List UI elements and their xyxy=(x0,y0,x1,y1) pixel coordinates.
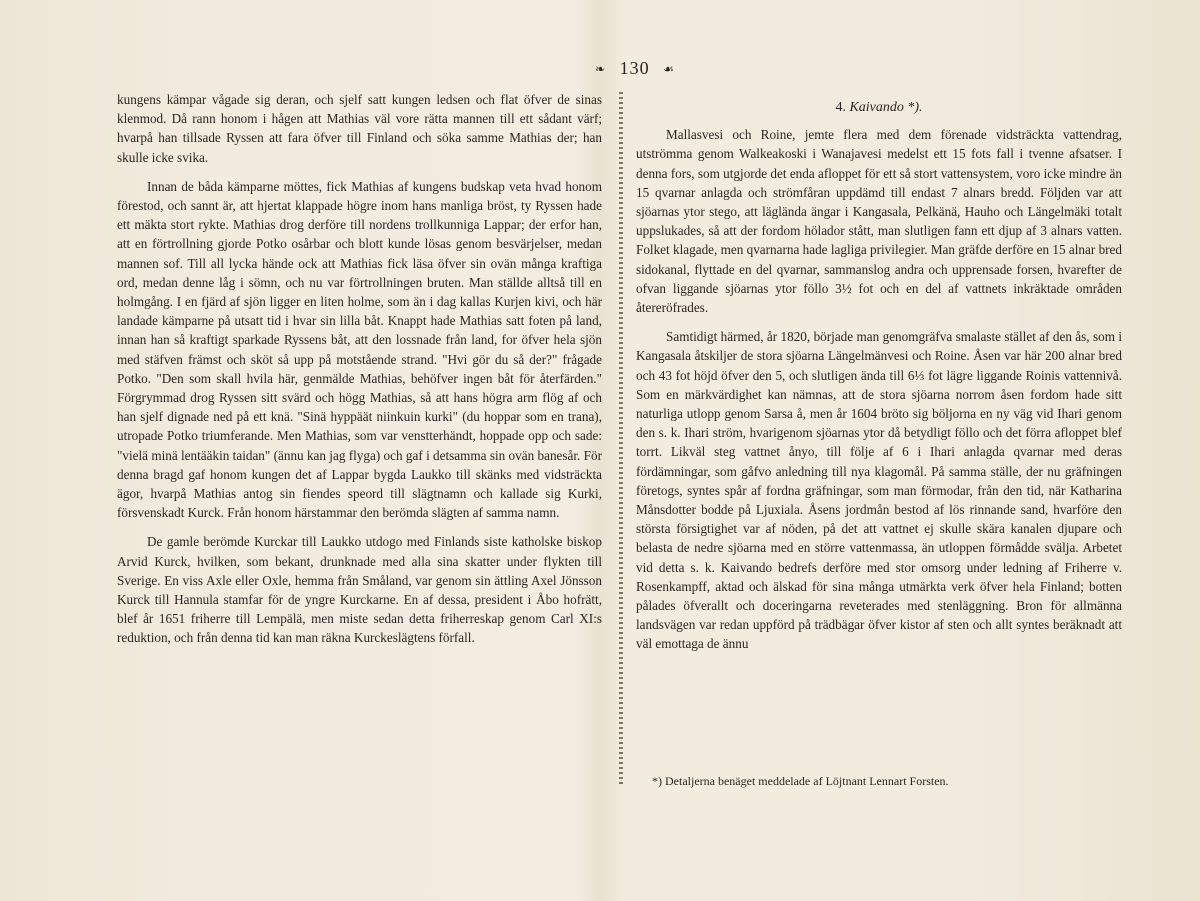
page-number: 130 xyxy=(619,58,650,78)
left-paragraph-2: Innan de båda kämparne möttes, fick Mathias af kungens budskap veta hvad honom förestod, och sannt är, att hjertat klappade högre inom hans manliga bröst, ty Ryssen hade ett mäkta stort rykte. Mathias drog derföre till nordens trollkunniga Lappar; der erfor han, att en förtrollning gjorde Potko osårbar och blott kunde lösas genom besvärjelser, medan mannen sof. Till all lycka hände ock att Mathias fick läsa öfver sin ovän många kraftiga ord, medan denne låg i sömn, och nu var förtrollningen bruten. Man ställde alltså till en holmgång. I en fjärd af sjön ligger en liten holme, som än i dag kallas Kurjen kivi, och här landade kämparne på utsatt tid i hvar sin lilla båt. Knappt hade Mathias satt foten på land, innan han så kraftigt sparkade Ryssens båt, att den lossnade från land, for öfver hela sjön med stäfven främst och sköt så upp på motstående strand. "Hvi gör du så der?" frågade Potko. "Den som skall hvila här, genmälde Mathias, behöfver ingen båt för återfärden." Förgrymmad drog Ryssen sitt svärd och högg Mathias, så att hans högra arm flög af och han sjelf dignade ned på ett knä. "Sinä hyppäät niinkuin kurki" (du hoppar som en trana), utropade Potko triumferande. Men Mathias, som var venstterhändt, hoppade opp och sade: "vielä minä lentääkin taidan" (ännu kan jag flyga) och gaf i detsamma sin ovän banesår. För denna bragd gaf honom kungen det af Lappar bygda Laukko till skänks med vidsträckta ägor, hvarpå Mathias antog sin fiendes speord till slägtnamn och kallade sig Kurki, försvenskadt Kurck. Från honom härstammar den berömda slägten af samma namn. xyxy=(117,178,602,521)
footnote: *) Detaljerna benäget meddelade af Löjtnant Lennart Forsten. xyxy=(652,774,949,788)
right-column xyxy=(636,90,1122,664)
header-ornament-left-icon: ❧ xyxy=(595,62,607,77)
header-ornament-right-icon: ☙ xyxy=(663,62,675,77)
left-paragraph-3: De gamle berömde Kurckar till Laukko utdogo med Finlands siste katholske biskop Arvid Kurck, hvilken, som bekant, drunknade med alla sina skatter under flykten till Sverige. En viss Axle eller Oxle, hemma från Småland, var genom sin ättling Axel Jönsson Kurck till Hannula stamfar för de yngre Kurckarne. En af dessa, president i Åbo hofrätt, blef år 1651 friherre till Lempälä, men miste sedan detta friherreskap genom Carl XI:s reduktion, och från denna tid kan man räkna Kurckeslägtens förfall. xyxy=(117,534,602,646)
right-paragraph-1: Mallasvesi och Roine, jemte flera med dem förenade vidsträckta vattendrag, utströmma genom Walkeakoski i Wanajavesi medelst ett 15 fots fall i tvenne afsatser. I denna fors, som utgjorde det enda afloppet för ett så stort vattensystem, voro icke mindre än 15 qvarnar anlagda och strömfåran uppdämd till endast 7 alnars bredd. Följden var att sjöarnas ytor stego, att läglända ängar i Kangasala, Pelkänä, Hauho och Längelmäki totalt uppslukades, så att der fordom hölador stått, man slutligen fann ett djup af 3 alnars vatten. Folket klagade, men qvarnarna hade lagliga privilegier. Man gräfde derföre en 15 alnar bred sidokanal, flyttade en del qvarnar, sammanslog andra och upprensade forsen, hvarefter de ofvan liggande sjöarnas ytor föllo 3½ fot och en del af vattnets inkräktade områden återeröfrades. xyxy=(636,127,1122,316)
right-paragraph-2: Samtidigt härmed, år 1820, började man genomgräfva smalaste stället af den ås, som i Kangasala åtskiljer de stora sjöarna Längelmänvesi och Roine. Åsen var här 200 alnar bred och 43 fot höjd öfver den 5, och slutligen ända till 6⅓ fot lägre liggande Roinis vattennivå. Som en märkvärdighet kan nämnas, att de stora sjöarna norrom åsen fordom hade sitt naturliga utlopp genom Sarsa å, men år 1604 bröto sig böljorna en ny väg vid Ihari genom den s. k. Ihari ström, hvarigenom sjöarnas ytor då betydligt föllo och det förra afloppet blef torrt. Likväl steg vattnet ånyo, till följe af 6 i Ihari anlagda qvarnar med deras fördämningar, som gåfvo anledning till nya klagomål. På samma ställe, der nu gräfningen företogs, syntes spår af fordna gräfningar, som man förmodar, från den tid, när Katharina Månsdotter bodde på Ljuxiala. Åsens jordmån bestod af lös rinnande sand, hvarföre den största försigtighet var af nöden, på det att vattnet ej skulle skära kanalen djupare och belasta de nedre sjöarna med en större vattenmassa, än utloppen förmådde svälja. Arbetet vid detta s. k. Kaivando bedrefs derföre med stor omsorg under ledning af Friherre v. Rosenkampff, aktad och älskad för sina många utmärkta verk öfver hela Finland; botten pålades öfverallt och doceringarna reveterades med stenläggning. Bron för allmänna landsvägen var redan uppförd på trädbägar öfver kistor af sten och allt syntes beräknadt att väl emottaga de ännu xyxy=(636,329,1122,652)
section-title: Kaivando *). xyxy=(849,100,923,115)
left-paragraph-1: kungens kämpar vågade sig deran, och sjelf satt kungen ledsen och flat öfver de sinas klenmod. Då rann honom i hågen att Mathias väl vore rätta mannen till ett sådant värf; hvarpå han tillsade Ryssen att fara öfver till Finland och söka samme Mathias der; han skulle icke svika. xyxy=(117,92,602,165)
page-header xyxy=(560,58,710,79)
section-number: 4. xyxy=(835,100,846,115)
left-column xyxy=(117,90,602,658)
section-heading xyxy=(636,98,1122,117)
column-divider xyxy=(619,92,623,784)
